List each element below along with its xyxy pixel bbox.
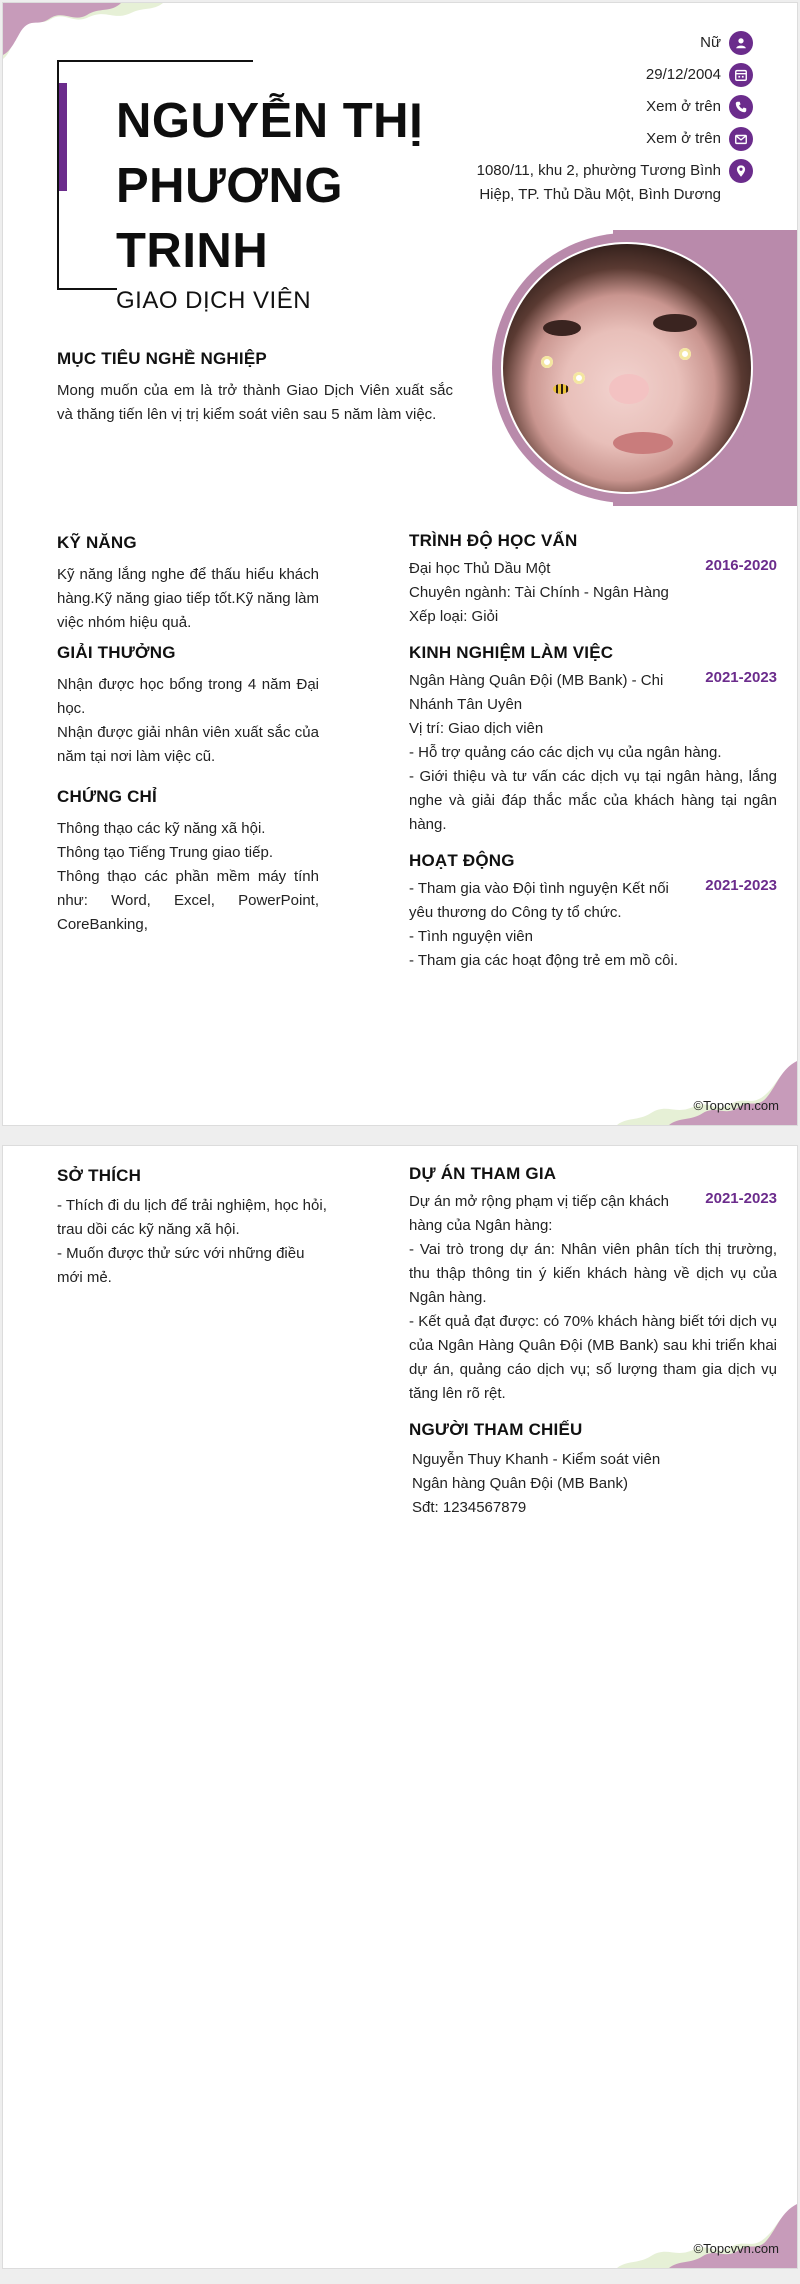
contact-birthday [477, 63, 753, 87]
skills-text: Kỹ năng lắng nghe để thấu hiểu khách hàng.Kỹ năng giao tiếp tốt.Kỹ năng làm việc nhóm hiệu quả. [57, 566, 319, 631]
activities-years: 2021-2023 [705, 877, 777, 894]
address-line-1: 1080/11, khu 2, phường Tương Bình [476, 162, 721, 179]
name-line-3: TRINH [116, 224, 269, 278]
award-item: Nhận được học bổng trong 4 năm Đại học. [57, 676, 319, 717]
name-line-2: PHƯƠNG [116, 159, 344, 213]
contact-gender [477, 31, 753, 55]
corner-blob-decoration-bottom [617, 1055, 797, 1125]
header-accent-bar [59, 83, 67, 191]
project-item: - Vai trò trong dự án: Nhân viên phân tích thị trường, thu thập thông tin ý kiến khách hàng về dịch vụ của Ngân hàng. [409, 1241, 777, 1306]
user-icon [729, 31, 753, 55]
reference-item: Ngân hàng Quân Đội (MB Bank) [412, 1475, 628, 1492]
education-details [409, 557, 689, 629]
hobbies-title: SỞ THÍCH [57, 1166, 142, 1185]
education-years: 2016-2020 [705, 557, 777, 574]
cv-page-2 [3, 1146, 797, 2268]
reference-item: Sđt: 1234567879 [412, 1499, 527, 1516]
hobby-item: - Thích đi du lịch để trải nghiệm, học hỏi, trau dồi các kỹ năng xã hội. [57, 1197, 327, 1238]
header-bracket-bottom [57, 288, 117, 290]
project-years: 2021-2023 [705, 1190, 777, 1207]
objective-title: MỤC TIÊU NGHỀ NGHIỆP [57, 349, 267, 368]
experience-title: KINH NGHIỆM LÀM VIỆC [409, 643, 614, 662]
reference-item: Nguyễn Thuy Khanh - Kiểm soát viên [412, 1451, 661, 1468]
contact-address [477, 159, 753, 207]
experience-position: Vị trí: Giao dịch viên [409, 720, 544, 737]
phone-text: Xem ở trên [646, 98, 721, 115]
activities-list [409, 877, 777, 973]
education-major: Chuyên ngành: Tài Chính - Ngân Hàng [409, 584, 669, 601]
experience-duty: - Giới thiệu và tư vấn các dịch vụ tại ngân hàng, lắng nghe và giải đáp thắc mắc của khách hàng tại ngân hàng. [409, 768, 777, 833]
header-bracket-top [57, 60, 253, 62]
cv-page-1 [3, 3, 797, 1125]
activity-item: - Tham gia các hoạt động trẻ em mồ côi. [409, 952, 679, 969]
education-school: Đại học Thủ Dầu Một [409, 560, 551, 577]
certificates-title: CHỨNG CHỈ [57, 787, 157, 806]
corner-blob-decoration [3, 3, 163, 63]
awards-list [57, 673, 319, 769]
education-title: TRÌNH ĐỘ HỌC VẤN [409, 531, 578, 550]
phone-icon [729, 95, 753, 119]
location-icon [729, 159, 753, 183]
hobby-item: - Muốn được thử sức với những điều mới mẻ. [57, 1245, 305, 1286]
mail-icon [729, 127, 753, 151]
activity-item: - Tình nguyện viên [409, 928, 533, 945]
email-text: Xem ở trên [646, 130, 721, 147]
awards-title: GIẢI THƯỞNG [57, 643, 176, 662]
footer-watermark: ©Topcvvn.com [693, 1098, 779, 1113]
candidate-name [116, 89, 446, 284]
corner-blob-decoration-bottom [617, 2198, 797, 2268]
projects-title: DỰ ÁN THAM GIA [409, 1164, 557, 1183]
activities-title: HOẠT ĐỘNG [409, 851, 515, 870]
profile-photo-frame [492, 233, 762, 503]
contact-phone [477, 95, 753, 119]
hobbies-list [57, 1194, 327, 1290]
certificates-list [57, 817, 319, 937]
profile-photo [501, 242, 753, 494]
birthday-text: 29/12/2004 [645, 66, 721, 83]
gender-text: Nữ [700, 34, 721, 51]
award-item: Nhận được giải nhân viên xuất sắc của năm tại nơi làm việc cũ. [57, 724, 319, 765]
project-details [409, 1238, 777, 1406]
education-rank: Xếp loại: Giỏi [409, 608, 499, 625]
experience-years: 2021-2023 [705, 669, 777, 686]
references-list [412, 1448, 772, 1520]
footer-watermark: ©Topcvvn.com [693, 2241, 779, 2256]
references-title: NGƯỜI THAM CHIẾU [409, 1420, 583, 1439]
address-text [477, 159, 721, 207]
certificate-item: Thông tạo Tiếng Trung giao tiếp. [57, 844, 273, 861]
job-title: GIAO DỊCH VIÊN [116, 287, 312, 314]
contact-email [477, 127, 753, 151]
project-name: Dự án mở rộng phạm vị tiếp cận khách hàng của Ngân hàng: [409, 1193, 670, 1234]
objective-text: Mong muốn của em là trở thành Giao Dịch Viên xuất sắc và thăng tiến lên vị trị kiểm soát viên sau 5 năm làm việc. [57, 382, 453, 423]
certificate-item: Thông thạo các phần mềm máy tính như: Word, Excel, PowerPoint, CoreBanking, [57, 868, 319, 933]
experience-duty: - Hỗ trợ quảng cáo các dịch vụ của ngân hàng. [409, 744, 722, 761]
activity-item: - Tham gia vào Đội tình nguyện Kết nối yêu thương do Công ty tổ chức. [409, 880, 669, 921]
project-item: - Kết quả đạt được: có 70% khách hàng biết tới dịch vụ của Ngân Hàng Quân Đội (MB Bank) sau khi triển khai dự án, quảng cáo dịch vụ; số lượng tham gia dịch vụ tăng lên rõ rệt. [409, 1313, 777, 1402]
calendar-icon [729, 63, 753, 87]
address-line-2: Hiệp, TP. Thủ Dầu Một, Bình Dương [479, 186, 721, 203]
name-line-1: NGUYỄN THỊ [116, 94, 424, 148]
certificate-item: Thông thạo các kỹ năng xã hội. [57, 820, 266, 837]
contact-info [477, 31, 753, 215]
experience-company: Ngân Hàng Quân Đội (MB Bank) - Chi Nhánh Tân Uyên [409, 672, 664, 713]
experience-details [409, 717, 777, 837]
skills-title: KỸ NĂNG [57, 533, 137, 552]
